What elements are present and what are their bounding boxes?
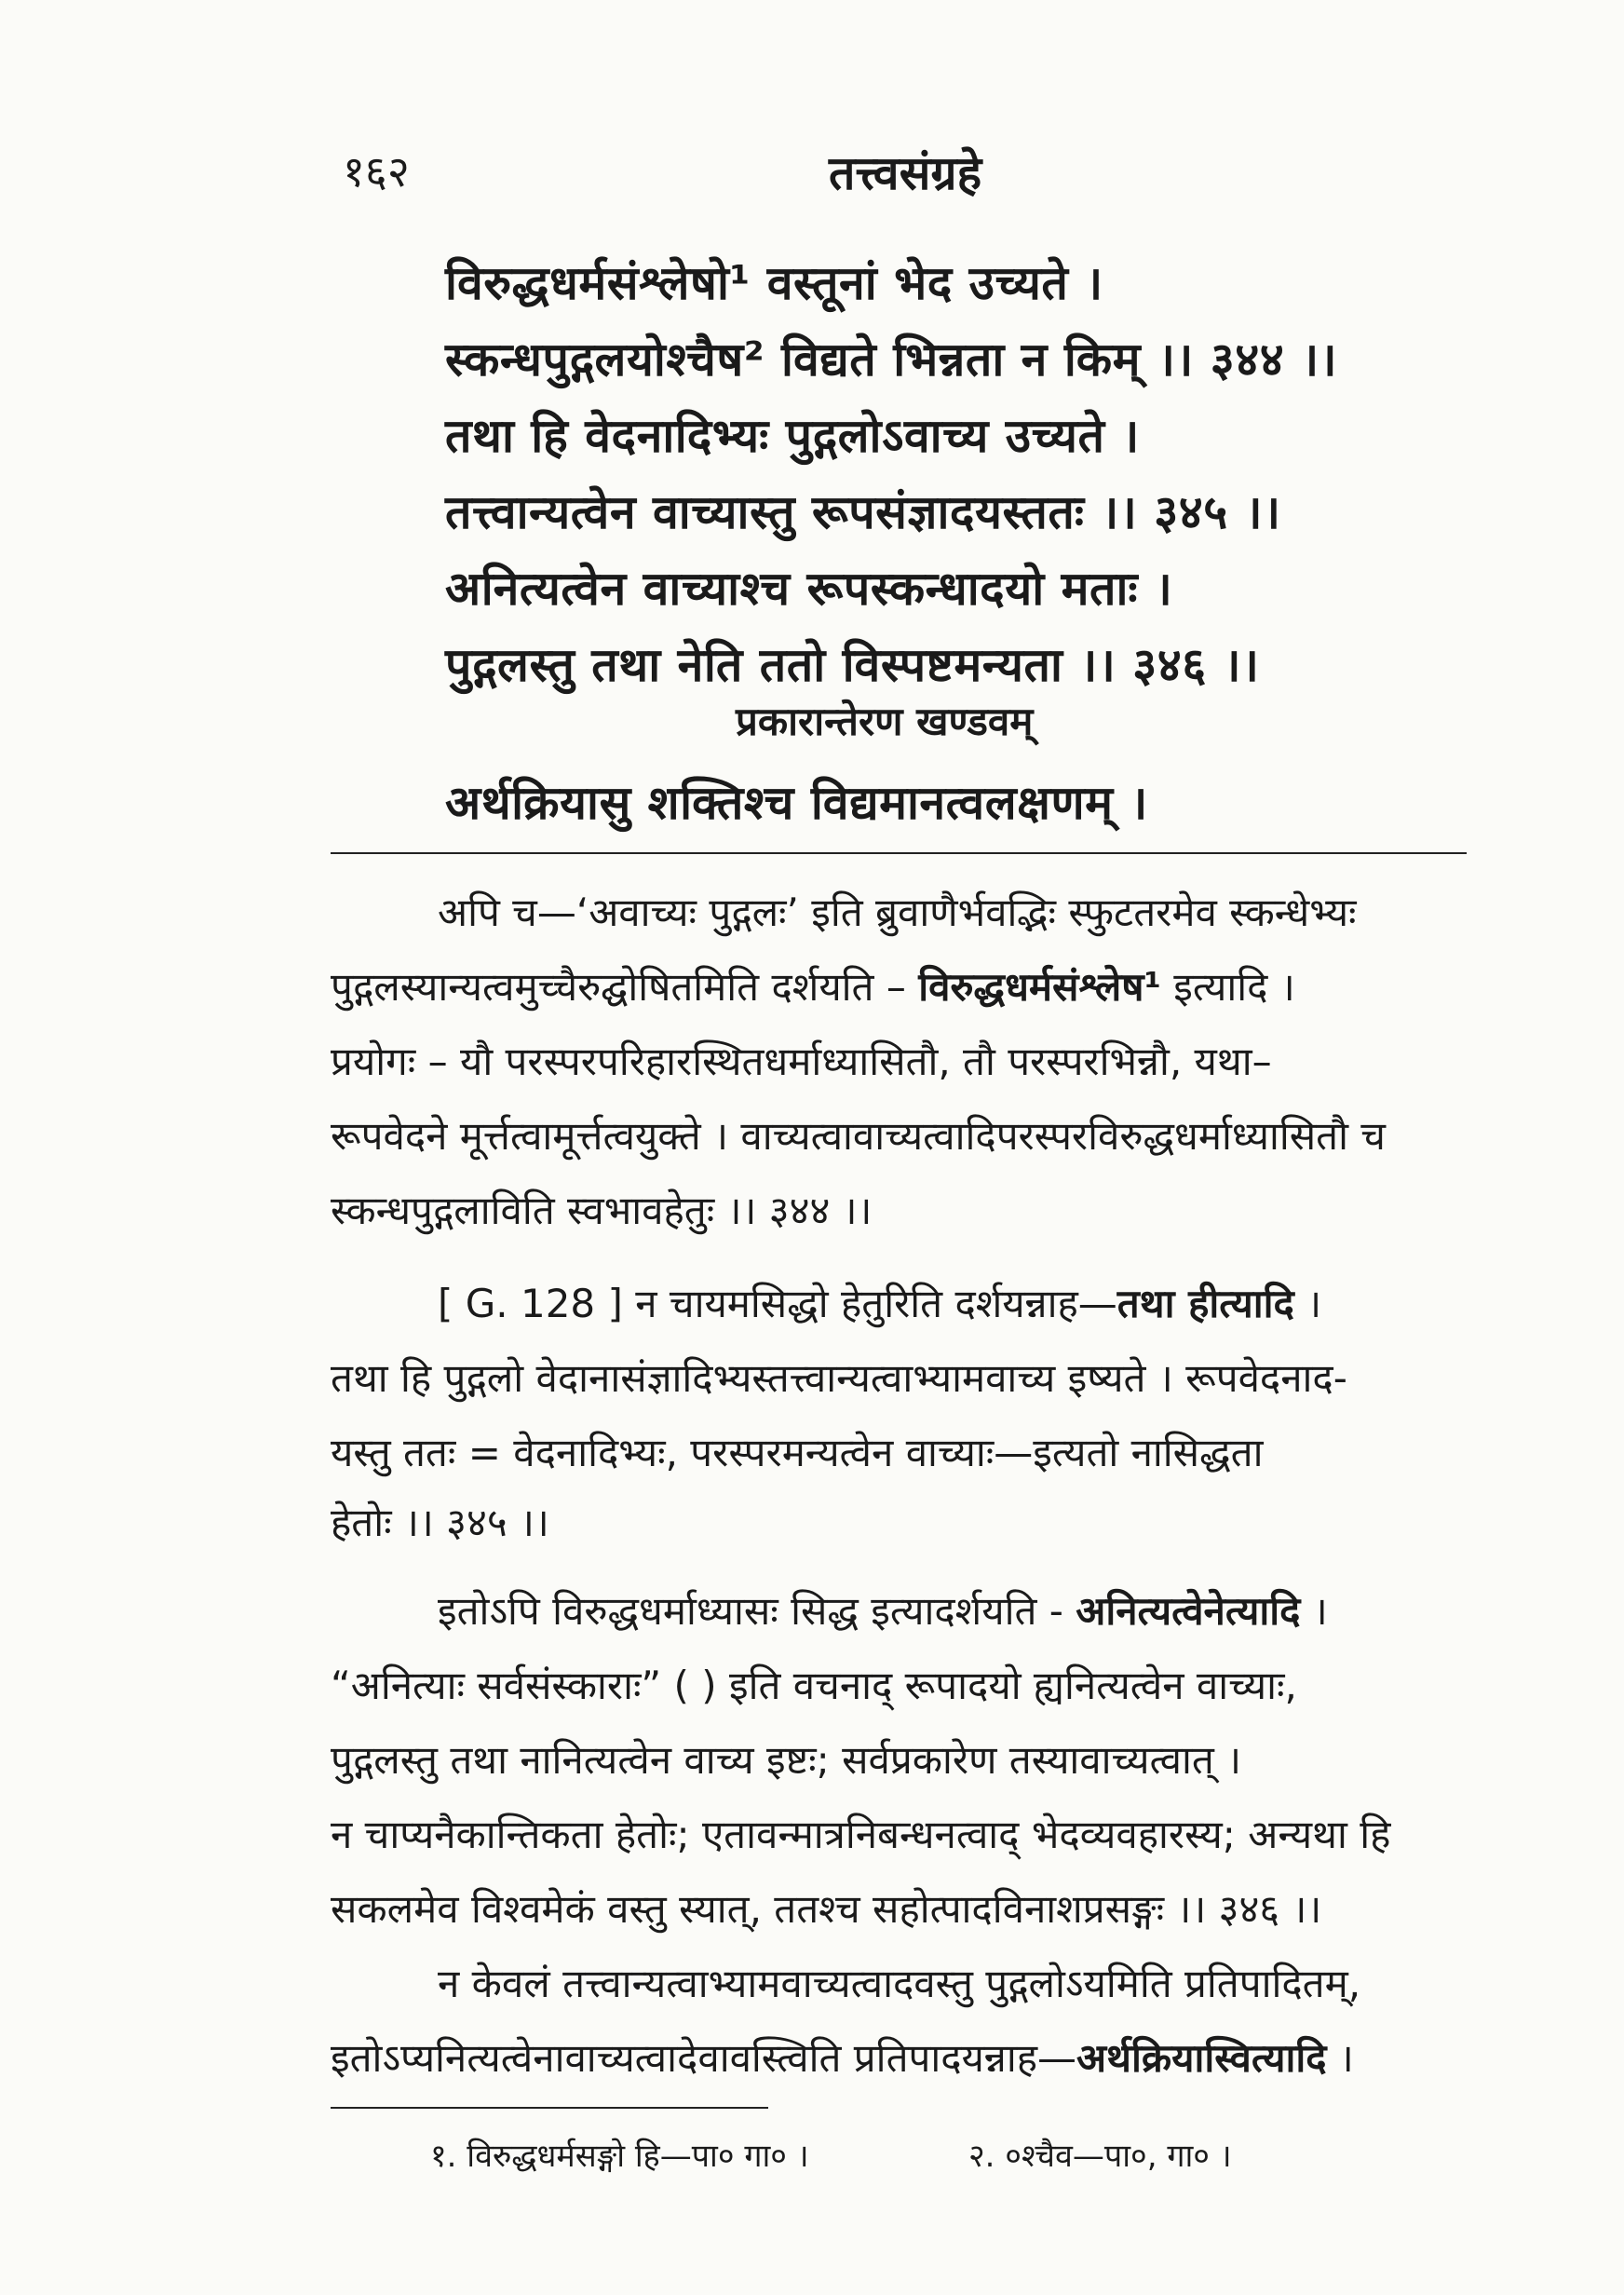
running-head: तत्त्वसंग्रहे <box>829 146 982 200</box>
commentary-line: इतोऽप्यनित्यत्वेनावाच्यत्वादेवावस्त्विति प्रतिपादयन्नाह—अर्थक्रियास्वित्यादि । <box>331 2035 1354 2081</box>
section-title: प्रकारान्तेरण खण्डवम् <box>736 699 1034 744</box>
commentary-line: न केवलं तत्त्वान्यत्वाभ्यामवाच्यत्वादवस्तु पुद्गलोऽयमिति प्रतिपादितम्, <box>438 1961 1361 2006</box>
commentary-line: यस्तु ततः = वेदनादिभ्यः, परस्परमन्यत्वेन वाच्याः—इत्यतो नासिद्धता <box>331 1430 1264 1475</box>
commentary-line: प्रयोगः – यौ परस्परपरिहारस्थितधर्माध्यासितौ, तौ परस्परभिन्नौ, यथा– <box>331 1039 1272 1084</box>
commentary-line: पुद्गलस्यान्यत्वमुच्चैरुद्घोषितमिति दर्शयति – विरुद्धधर्मसंश्लेष¹ इत्यादि । <box>331 964 1295 1010</box>
lemma: अनित्यत्वेनेत्यादि <box>1076 1588 1301 1634</box>
lemma: तथा हीत्यादि <box>1116 1281 1294 1326</box>
commentary-line: स्कन्धपुद्गलाविति स्वभावहेतुः ।। ३४४ ।। <box>331 1188 873 1233</box>
lemma: विरुद्धधर्मसंश्लेष¹ <box>918 964 1161 1010</box>
commentary-line: न चाप्यनैकान्तिकता हेतोः; एतावन्मात्रनिबन्धनत्वाद् भेदव्यवहारस्य; अन्यथा हि <box>331 1812 1391 1857</box>
commentary-line: सकलमेव विश्वमेकं वस्तु स्यात्, ततश्च सहोत्पादविनाशप्रसङ्गः ।। ३४६ ।। <box>331 1886 1322 1932</box>
page-number: १६२ <box>343 146 410 197</box>
commentary-line: [ G. 128 ] न चायमसिद्धो हेतुरिति दर्शयन्नाह—तथा हीत्यादि । <box>438 1281 1322 1326</box>
verse-line: पुद्गलस्तु तथा नेति ततो विस्पष्टमन्यता ।। ३४६ ।। <box>445 638 1260 692</box>
verse-line: अर्थक्रियासु शक्तिश्च विद्यमानत्वलक्षणम् । <box>445 776 1148 830</box>
commentary-line: “अनित्याः सर्वसंस्काराः” ( ) इति वचनाद् रूपादयो ह्यनित्यत्वेन वाच्याः, <box>331 1663 1297 1708</box>
verse-line: स्कन्धपुद्गलयोश्चैष² विद्यते भिन्नता न किम् ।। ३४४ ।। <box>445 333 1338 387</box>
verse-line: विरुद्धधर्मसंश्लेषो¹ वस्तूनां भेद उच्यते । <box>445 256 1103 310</box>
commentary-line: तथा हि पुद्गलो वेदानासंज्ञादिभ्यस्तत्त्वान्यत्वाभ्यामवाच्य इष्यते । रूपवेदनाद- <box>331 1355 1347 1401</box>
verse-line: अनित्यत्वेन वाच्याश्च रूपस्कन्धादयो मताः । <box>445 562 1173 616</box>
lemma: अर्थक्रियास्वित्यादि <box>1076 2035 1327 2081</box>
commentary-line: हेतोः ।। ३४५ ।। <box>331 1500 549 1545</box>
separator-rule <box>331 852 1467 854</box>
commentary-line: अपि च—‘अवाच्यः पुद्गलः’ इति ब्रुवाणैर्भवद्भिः स्फुटतरमेव स्कन्धेभ्यः <box>438 889 1357 935</box>
commentary-line: इतोऽपि विरुद्धधर्माध्यासः सिद्ध इत्यादर्शयति - अनित्यत्वेनेत्यादि । <box>438 1588 1328 1634</box>
footnote: १. विरुद्धधर्मसङ्गो हि—पा० गा० । <box>430 2138 809 2175</box>
footnote-rule <box>331 2107 768 2109</box>
commentary-line: पुद्गलस्तु तथा नानित्यत्वेन वाच्य इष्टः; सर्वप्रकारेण तस्यावाच्यत्वात् । <box>331 1737 1242 1783</box>
commentary-line: रूपवेदने मूर्त्तत्वामूर्त्तत्वयुक्ते । वाच्यत्वावाच्यत्वादिपरस्परविरुद्धधर्माध्यासितौ च <box>331 1113 1386 1159</box>
footnote: २. ०श्चैव—पा०, गा० । <box>968 2138 1232 2175</box>
verse-line: तत्त्वान्यत्वेन वाच्यास्तु रूपसंज्ञादयस्ततः ।। ३४५ ।। <box>445 485 1281 539</box>
verse-line: तथा हि वेदनादिभ्यः पुद्गलोऽवाच्य उच्यते । <box>445 409 1140 463</box>
